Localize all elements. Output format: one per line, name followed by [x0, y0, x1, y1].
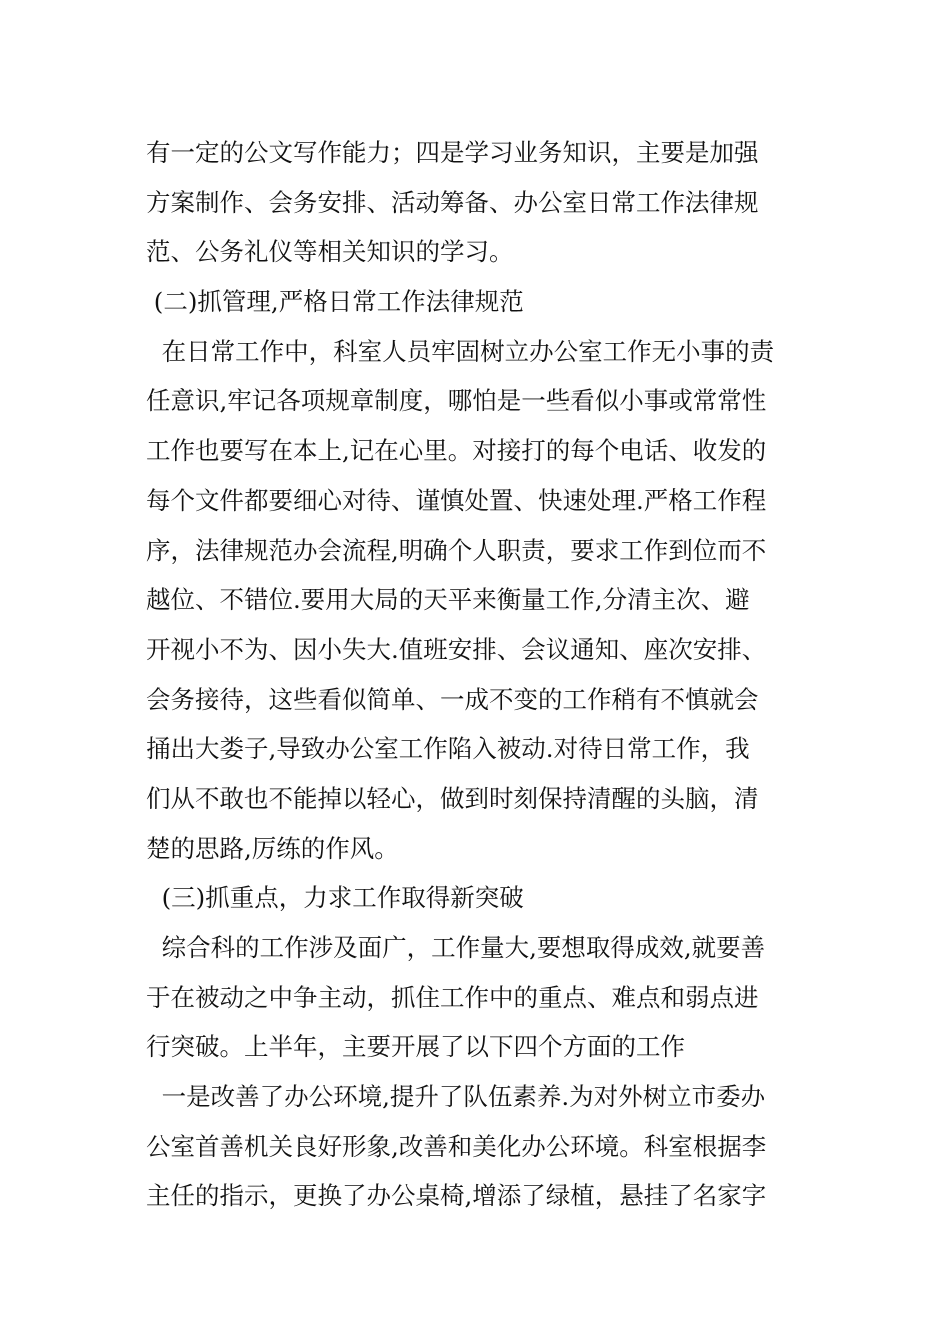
text-line: 开视小不为、因小失大.值班安排、会议通知、座次安排、: [146, 634, 767, 664]
text-line: 有一定的公文写作能力；四是学习业务知识，主要是加强: [146, 138, 759, 167]
text-line: 在日常工作中，科室人员牢固树立办公室工作无小事的责: [146, 336, 775, 366]
text-line: 综合科的工作涉及面广，工作量大,要想取得成效,就要善: [146, 933, 766, 962]
text-line: 们从不敢也不能掉以轻心，做到时刻保持清醒的头脑，清: [146, 783, 759, 813]
text-line: 工作也要写在本上,记在心里。对接打的每个电话、收发的: [146, 436, 767, 466]
text-line: 越位、不错位.要用大局的天平来衡量工作,分清主次、避: [146, 585, 750, 615]
document-body: [146, 128, 806, 1221]
text-line: 捅出大娄子,导致办公室工作陷入被动.对待日常工作，我: [146, 734, 750, 764]
text-line: 序，法律规范办会流程,明确个人职责，要求工作到位而不: [146, 535, 767, 565]
text-line: 每个文件都要细心对待、谨慎处置、快速处理.严格工作程: [146, 485, 767, 515]
text-line: 任意识,牢记各项规章制度，哪怕是一些看似小事或常常性: [146, 386, 767, 416]
text-line: 范、公务礼仪等相关知识的学习。: [146, 237, 514, 267]
text-line: 行突破。上半年，主要开展了以下四个方面的工作: [146, 1032, 685, 1062]
text-line: 于在被动之中争主动，抓住工作中的重点、难点和弱点进: [146, 982, 759, 1012]
section-heading: (二)抓管理,严格日常工作法律规范: [146, 287, 524, 317]
text-line: 方案制作、会务安排、活动筹备、办公室日常工作法律规: [146, 187, 759, 217]
section-heading: (三)抓重点，力求工作取得新突破: [146, 883, 524, 913]
text-line: 一是改善了办公环境,提升了队伍素养.为对外树立市委办: [146, 1082, 766, 1112]
text-line: 主任的指示，更换了办公桌椅,增添了绿植，悬挂了名家字: [146, 1181, 767, 1211]
text-line: 会务接待，这些看似简单、一成不变的工作稍有不慎就会: [146, 684, 759, 714]
text-line: 公室首善机关良好形象,改善和美化办公环境。科室根据李: [146, 1131, 767, 1161]
text-line: 楚的思路,厉练的作风。: [146, 833, 399, 863]
